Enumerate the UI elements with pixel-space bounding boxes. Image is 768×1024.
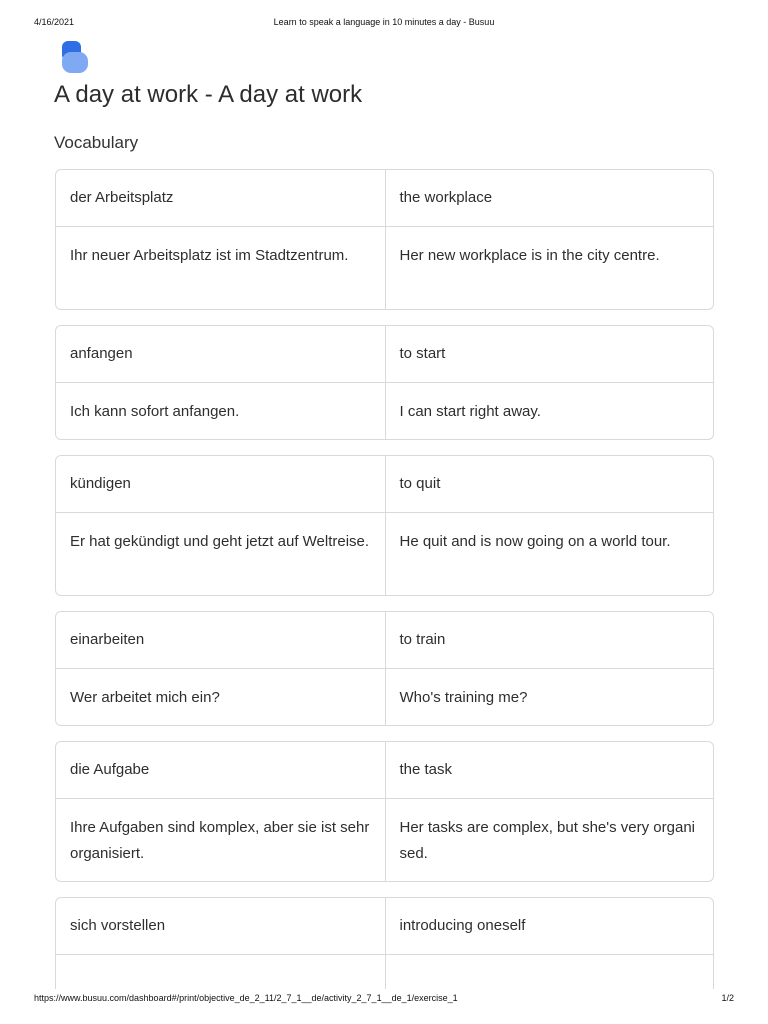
busuu-logo-icon: [60, 40, 90, 74]
word-row: [56, 612, 713, 668]
example-german: Ihr neuer Arbeitsplatz ist im Stadtzentrum.: [70, 247, 349, 264]
word-translation: to start: [385, 326, 714, 382]
word-translation: the workplace: [385, 170, 714, 226]
vocabulary-card: [55, 325, 714, 440]
word-row: [56, 898, 713, 954]
page-number: 1/2: [721, 993, 734, 1003]
example-row: [56, 226, 713, 309]
word-translation: to train: [385, 612, 714, 668]
vocabulary-card: [55, 169, 714, 310]
word-row: [56, 326, 713, 382]
example-german: Ihre Aufgaben sind komplex, aber sie ist sehr organisiert.: [70, 819, 370, 862]
example-german: Ich kann sofort anfangen.: [70, 403, 240, 420]
print-page-title: Learn to speak a language in 10 minutes a day - Busuu: [273, 17, 495, 27]
word-translation: to quit: [385, 456, 714, 512]
word-german: anfangen: [70, 345, 133, 362]
example-translation: [385, 955, 714, 989]
print-date: 4/16/2021: [34, 17, 75, 27]
word-translation: introducing oneself: [385, 898, 714, 954]
word-german: die Aufgabe: [70, 761, 150, 778]
example-row: [56, 382, 713, 439]
vocabulary-card: [55, 455, 714, 596]
print-header: [0, 17, 768, 31]
vocabulary-card: [55, 897, 714, 989]
word-row: [56, 742, 713, 798]
example-german: Er hat gekündigt und geht jetzt auf Weltreise.: [70, 533, 370, 550]
example-translation: Her new workplace is in the city centre.: [385, 227, 714, 309]
page-title: A day at work - A day at work: [54, 81, 363, 108]
example-row: [56, 954, 713, 989]
word-german: einarbeiten: [70, 631, 145, 648]
word-german: sich vorstellen: [70, 917, 166, 934]
word-row: [56, 170, 713, 226]
word-translation: the task: [385, 742, 714, 798]
example-translation: Who's training me?: [385, 669, 714, 725]
example-german: [56, 955, 385, 989]
example-german: Wer arbeitet mich ein?: [70, 689, 220, 706]
example-row: [56, 668, 713, 725]
vocabulary-card: [55, 611, 714, 726]
example-translation: Her tasks are complex, but she's very organised.: [385, 799, 714, 881]
example-row: [56, 512, 713, 595]
word-german: der Arbeitsplatz: [70, 189, 174, 206]
example-row: [56, 798, 713, 881]
vocabulary-card: [55, 741, 714, 882]
vocabulary-list: [55, 169, 714, 989]
example-translation: I can start right away.: [385, 383, 714, 439]
print-url: https://www.busuu.com/dashboard#/print/objective_de_2_11/2_7_1__de/activity_2_7_1__de_1/exercise_1: [34, 993, 458, 1003]
print-footer: [0, 993, 768, 1007]
section-title-vocabulary: Vocabulary: [54, 133, 139, 152]
example-translation: He quit and is now going on a world tour.: [385, 513, 714, 595]
word-row: [56, 456, 713, 512]
word-german: kündigen: [70, 475, 131, 492]
